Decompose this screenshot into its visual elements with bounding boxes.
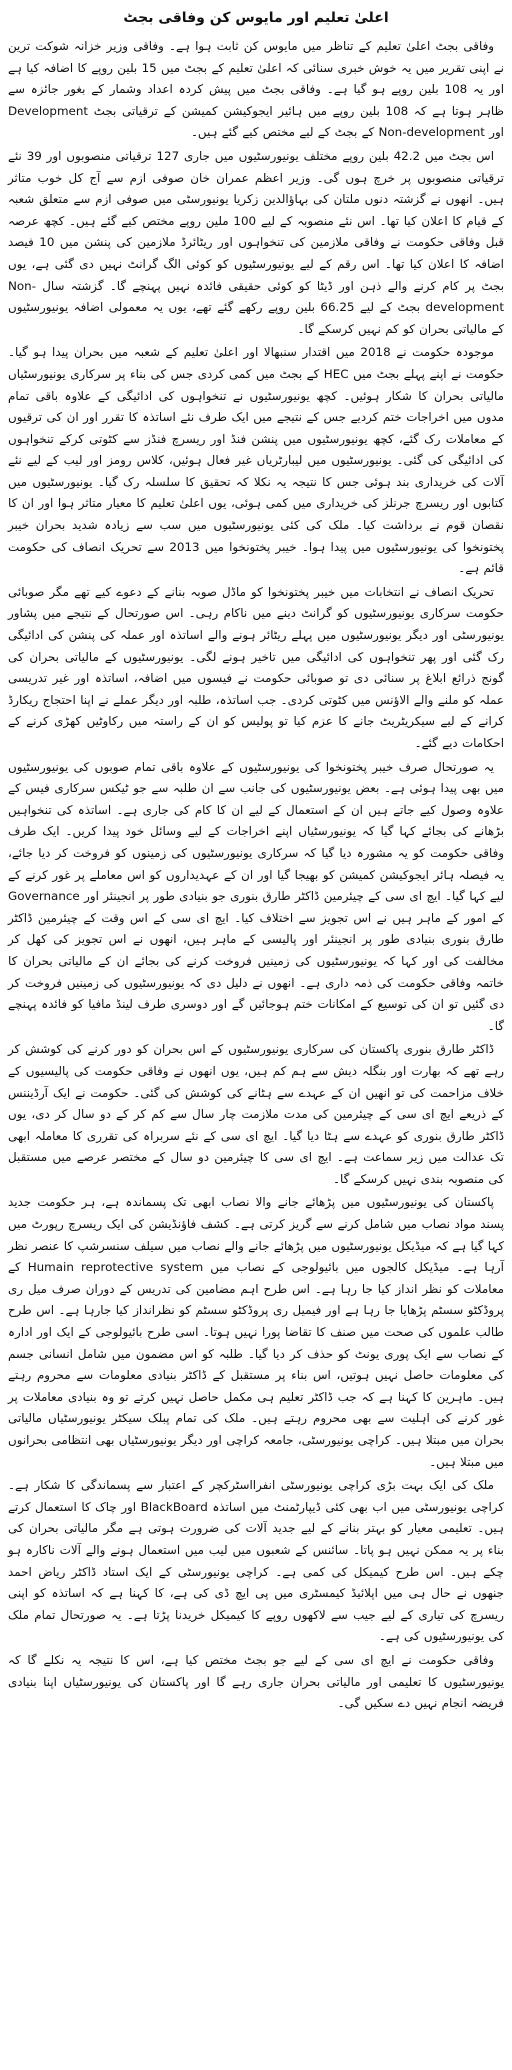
article-paragraph: تحریک انصاف نے انتخابات میں خیبر پختونخوا کو ماڈل صوبہ بنانے کے دعوے کیے تھے مگر صوبائی حکومت سرکاری یونیورسٹیوں کو گرانٹ دینے میں ناکام رہی۔ اس صورتحال کے نتیجے میں پشاور یونیورسٹی اور دیگر یونیورسٹیوں میں پہلے ریٹائر ہونے والے اساتذہ اور عملہ کی پنشن کی ادائیگی رک گئی اور پھر تنخواہوں کی ادائیگی میں تاخیر ہونے لگی۔ یونیورسٹیوں کے مالیاتی بحران کی گونج ذرائع ابلاغ پر سنائی دی تو صوبائی حکومت نے فیسوں میں اضافہ، اساتذہ اور غیر تدریسی عملہ کو ملنے والے الاؤنس میں کٹوتی کردی۔ جب اساتذہ، طلبہ اور دیگر عملے نے اپنا احتجاج ریکارڈ کرانے کے لیے سیکریٹریٹ جانے کا عزم کیا تو پولیس کو ان کے راستہ میں رکاوٹیں کھڑی کرنے کے احکامات دیے گئے۔ — [8, 584, 504, 750]
article-title: اعلیٰ تعلیم اور مایوس کن وفاقی بجٹ — [123, 10, 389, 26]
article-paragraph: ملک کی ایک بہت بڑی کراچی یونیورسٹی انفرااسٹرکچر کے اعتبار سے پسماندگی کا شکار ہے۔ کراچی یونیورسٹی میں اب بھی کئی ڈیپارٹمنٹ میں اساتذہ BlackBoard اور چاک کا استعمال کرتے ہیں۔ تعلیمی معیار کو بہتر بنانے کے لیے جدید آلات کی ضرورت ہوتی ہے مگر مالیاتی بحران کی بناء پر یہ ممکن نہیں ہو پاتا۔ سائنس کے شعبوں میں لیب میں استعمال ہونے والے آلات ناکارہ ہو چکے ہیں۔ اس طرح کیمیکل کی کمی ہے۔ کراچی یونیورسٹی کے ایک استاد ڈاکٹر ریاض احمد جنھوں نے حال ہی میں اپلائیڈ کیمسٹری میں پی ایچ ڈی کی ہے، کا کہنا ہے کہ اساتذہ کو اپنی ریسرچ کی تیاری کے لیے جیب سے لاکھوں روپے کا کیمیکل خریدنا پڑتا ہے۔ یہ صورتحال تمام ملک کی یونیورسٹیوں کی ہے۔ — [8, 1478, 504, 1644]
article-paragraph: اس بجٹ میں 42.2 بلین روپے مختلف یونیورسٹیوں میں جاری 127 ترقیاتی منصوبوں اور 39 نئے ترقیاتی منصوبوں پر خرچ ہوں گی۔ وزیر اعظم عمران خان صوفی ازم سے آج کل خوب متاثر ہیں۔ انھوں نے گزشتہ دنوں ملتان کی بہاؤالدین زکریا یونیورسٹی میں صوفی ازم سے متعلق شعبہ کے قیام کا اعلان کیا تھا۔ اس نئے منصوبہ کے لیے 100 ملین روپے مختص کیے گئے ہیں۔ کچھ عرصہ قبل وفاقی حکومت نے وفاقی ملازمین کی تنخواہوں اور ریٹائرڈ ملازمین کی پنشن میں 10 فیصد اضافہ کا اعلان کیا تھا۔ اس رقم کے لیے یونیورسٹیوں کو کوئی الگ گرانٹ نہیں دی گئی ہے، یوں بجٹ پر کام کرنے والے ذہن اور ڈیٹا کو کوئی حقیقی فائدہ نہیں پہنچے گا۔ گزشتہ سال Non-development بجٹ کے لیے 66.25 بلین روپے رکھے گئے تھے، یوں یہ معمولی اضافہ یونیورسٹیوں کے مالیاتی بحران کو کم نہیں کرسکے گا۔ — [8, 148, 505, 336]
article-paragraph: وفاقی حکومت نے ایچ ای سی کے لیے جو بجٹ مختص کیا ہے، اس کا نتیجہ یہ نکلے گا کہ یونیورسٹیوں کا تعلیمی اور مالیاتی بحران جاری رہے گا اور پاکستان کی یونیورسٹیاں اپنا بنیادی فریضہ انجام نہیں دے سکیں گی۔ — [8, 1652, 504, 1711]
article-body — [8, 36, 504, 1715]
article-paragraph: یہ صورتحال صرف خیبر پختونخوا کی یونیورسٹیوں کے علاوہ باقی تمام صوبوں کی یونیورسٹیوں میں بھی پیدا ہوئی ہے۔ بعض یونیورسٹیوں کی جانب سے ان طلبہ سے جو ٹیکس سرکاری فیس کے علاوہ وصول کیے جاتے ہیں ان کے استعمال کے لیے ان کا کام کی جاری ہے۔ اساتذہ کی تنخواہیں بڑھانے کی بجائے کہا گیا کہ یونیورسٹیاں اپنے اخراجات کے لیے وسائل خود پیدا کریں۔ ایک طرف وفاقی حکومت کو یہ مشورہ دیا گیا کہ سرکاری یونیورسٹیوں کی زمینوں کو فروخت کر دیا جائے، یہ فیصلہ ہائر ایجوکیشن کمیشن کو بھیجا گیا اور ان کے عہدیداروں کو اس معاملے پر غور کرنے کے لیے کہا گیا۔ ایچ ای سی کے چیئرمین ڈاکٹر طارق بنوری جو بنیادی طور پر انجینئر اور Governance کے امور کے ماہر ہیں نے اس تجویز سے اختلاف کیا۔ ایچ ای سی کے اس وقت کے چیئرمین ڈاکٹر طارق بنوری بنیادی طور پر انجینئر اور پالیسی کے ماہر ہیں، انھوں نے اس تجویز کی کھل کر مخالفت کی اور کہا کہ یونیورسٹیوں کی زمینیں فروخت کرنے کی بجائے ان کے مالیاتی بحران کا خاتمہ وفاقی حکومت کی ذمہ داری ہے۔ انھوں نے دلیل دی کہ یونیورسٹیوں کی زمینیں فروخت کر دی گئیں تو ان کی توسیع کے امکانات ختم ہوجائیں گے اور دوسری طرف لینڈ مافیا کو فائدہ پہنچے گا۔ — [8, 759, 504, 1033]
article-paragraph: پاکستان کی یونیورسٹیوں میں پڑھائے جانے والا نصاب ابھی تک پسماندہ ہے، ہر حکومت جدید پسند مواد نصاب میں شامل کرنے سے گریز کرتی ہے۔ کشف فاؤنڈیشن کی ایک ریسرچ رپورٹ میں کہا گیا ہے کہ میڈیکل یونیورسٹیوں میں پڑھائے جانے والے نصاب میں سیلف سنسرشپ کا عنصر نظر آرہا ہے۔ میڈیکل کالجوں میں بائیولوجی کے نصاب میں Humain reprotective system کے معاملات کو نظر انداز کیا جا رہا ہے۔ اس طرح اہم مضامین کی تدریس کے دوران صرف میل ری پروڈکٹو سسٹم پڑھایا جا رہا ہے اور فیمیل ری پروڈکٹو سسٹم کو نظرانداز کیا جارہا ہے۔ اس طرح طالب علموں کی صحت میں صنف کا تقاضا پورا نہیں ہوتا۔ اسی طرح بائیولوجی کے ایک اور ادارہ کے نصاب سے ایک پوری یونٹ کو حذف کر دیا گیا۔ طلبہ کو اس مضمون میں شامل انسانی جسم کی معلومات حاصل نہیں ہوتیں، اس بناء پر مستقبل کے ڈاکٹر بنیادی معلومات سے محروم رہتے ہیں۔ ماہرین کا کہنا ہے کہ جب ڈاکٹر تعلیم ہی مکمل حاصل نہیں کرتے تو وہ بنیادی معاملات پر غور کرنے کی اہلیت سے بھی محروم رہتے ہیں۔ ملک کی تمام پبلک سیکٹر یونیورسٹیاں مالیاتی بحران میں مبتلا ہیں۔ کراچی یونیورسٹی، جامعہ کراچی اور دیگر یونیورسٹیاں بھی انتظامی بحرانوں میں مبتلا ہیں۔ — [8, 1195, 504, 1469]
article-paragraph: وفاقی بجٹ اعلیٰ تعلیم کے تناظر میں مایوس کن ثابت ہوا ہے۔ وفاقی وزیر خزانہ شوکت ترین نے اپنی تقریر میں یہ خوش خبری سنائی کہ اعلیٰ تعلیم کے بجٹ میں 15 بلین روپے کا اضافہ کیا ہے اور یہ 108 بلین روپے ہو گیا ہے۔ وفاقی بجٹ میں پیش کردہ اعداد وشمار کے بغور جائزہ سے ظاہر ہوتا ہے کہ 108 بلین روپے میں ہائیر ایجوکیشن کمیشن کے ترقیاتی بجٹ Development اور Non-development کے بجٹ کے لیے مختص کیے گئے ہیں۔ — [8, 39, 505, 140]
article-paragraph: موجودہ حکومت نے 2018 میں اقتدار سنبھالا اور اعلیٰ تعلیم کے شعبہ میں بحران پیدا ہو گیا۔ حکومت نے اپنے پہلے بجٹ میں HEC کے بجٹ میں کمی کردی جس کی بناء پر سرکاری یونیورسٹیاں مالیاتی بحران کا شکار ہوئیں۔ کچھ یونیورسٹیوں نے تنخواہوں کی ادائیگی کے علاوہ باقی تمام مدوں میں اخراجات ختم کردیے جس کے نتیجے میں ایک طرف نئے اساتذہ کا تقرر اور ان کی ترقیوں کے معاملات رک گئے، کچھ یونیورسٹیوں میں پنشن فنڈ اور ریسرچ فنڈز سے کٹوتی کرکے تنخواہوں کی ادائیگی کی گئی۔ یونیورسٹیوں میں لیبارٹریاں غیر فعال ہوئیں، کلاس رومز اور لیب کے لیے نئے آلات کی خریداری بند ہوئی جس کا نتیجہ یہ نکلا کہ تحقیق کا سلسلہ رک گیا۔ یونیورسٹیوں میں کتابوں اور ریسرچ جرنلز کی خریداری میں کمی ہوئی، یوں اعلیٰ تعلیم کا معیار متاثر ہوا اور ان کا نقصان قوم نے برداشت کیا۔ ملک کی کئی یونیورسٹیوں میں سب سے زیادہ شدید بحران خیبر پختونخوا کی یونیورسٹیوں میں پیدا ہوا۔ خیبر پختونخوا میں 2013 سے تحریک انصاف کی حکومت قائم ہے۔ — [8, 345, 505, 576]
article-paragraph: ڈاکٹر طارق بنوری پاکستان کی سرکاری یونیورسٹیوں کے اس بحران کو دور کرنے کی کوشش کر رہے تھے کہ بھارت اور بنگلہ دیش سے ہم کم ہیں، یوں انھوں نے وفاقی حکومت کی پالیسیوں کے خلاف مزاحمت کی تو انھیں ان کے عہدے سے ہٹانے کی کوشش کی گئی۔ حکومت نے ایک آرڈیننس کے ذریعے ایچ ای سی کے چیئرمین کی مدت ملازمت چار سال سے کم کر کے دو سال کر دی، یوں ڈاکٹر طارق بنوری کو عہدے سے ہٹا دیا گیا۔ ایچ ای سی کے نئے سربراہ کی تقرری کا معاملہ ابھی تک عدالت میں زیر سماعت ہے۔ ایچ ای سی کا چیئرمین دو سال کے مختصر عرصے میں مستقبل کی منصوبہ بندی نہیں کرسکے گا۔ — [8, 1042, 504, 1186]
